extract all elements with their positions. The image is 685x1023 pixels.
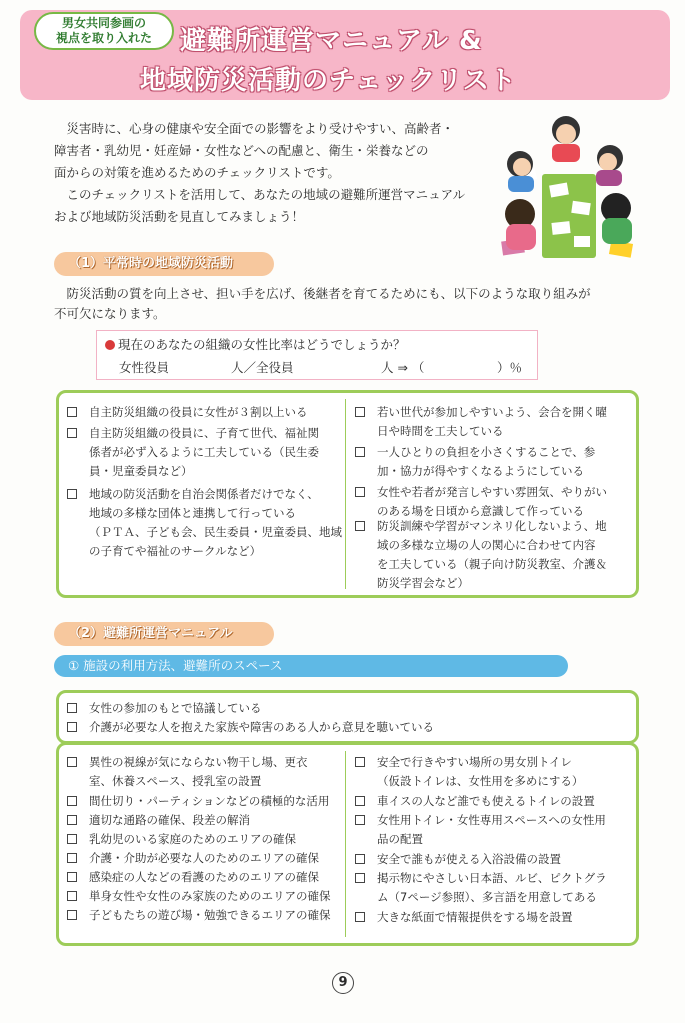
checklist-item[interactable] (355, 869, 607, 907)
checkbox[interactable] (355, 487, 365, 497)
item-text: 防災訓練や学習がマンネリ化しないよう、地 (377, 519, 607, 533)
ratio-question (105, 335, 406, 353)
section-heading-shelter-manual: （2）避難所運営マニュアル (54, 622, 274, 646)
checkbox[interactable] (355, 854, 365, 864)
checkbox[interactable] (67, 853, 77, 863)
title-banner (20, 10, 670, 100)
item-text: 異性の視線が気にならない物干し場、更衣 (89, 755, 308, 769)
item-text: 地域の防災活動を自治会関係者だけでなく、 (89, 487, 319, 501)
checkbox[interactable] (67, 703, 77, 713)
checkbox[interactable] (355, 521, 365, 531)
item-text: 車イスの人など誰でも使えるトイレの設置 (377, 794, 595, 808)
checkbox[interactable] (67, 872, 77, 882)
checkbox[interactable] (67, 407, 77, 417)
checklist-item[interactable] (67, 403, 308, 422)
checklist-item[interactable] (67, 792, 329, 811)
item-text: 安全で誰もが使える入浴設備の設置 (377, 852, 561, 866)
checkbox[interactable] (355, 815, 365, 825)
checklist-item[interactable] (67, 485, 342, 561)
item-text: 感染症の人などの看護のためのエリアの確保 (89, 870, 319, 884)
checkbox[interactable] (355, 912, 365, 922)
checklist-box-consultation (56, 690, 639, 744)
checklist-box-facilities (56, 742, 639, 946)
page-title-line-1: 避難所運営マニュアル & (180, 26, 483, 56)
item-text: 係者が必ず入るように工夫している（民生委 (89, 445, 319, 459)
ratio-unit-2: 人 ⇒ （ (381, 360, 425, 375)
item-text: 大きな紙面で情報提供をする場を設置 (377, 910, 573, 924)
ratio-unit-1: 人／全役員 (231, 360, 294, 375)
item-text: 間仕切り・パーティションなどの積極的な活用 (89, 794, 330, 808)
intro-line: このチェックリストを活用して、あなたの地域の避難所運営マニュアル (54, 187, 466, 202)
checklist-item[interactable] (67, 830, 296, 849)
ratio-end: ）％ (497, 360, 523, 375)
intro-line: 災害時に、心身の健康や安全面での影響をより受けやすい、高齢者・ (54, 121, 455, 136)
intro-line: 面からの対策を進めるためのチェックリストです。 (54, 165, 340, 180)
checklist-item[interactable] (67, 424, 319, 481)
item-text: ム（7ページ参照）、多言語を用意してある (377, 890, 597, 904)
column-divider (345, 399, 346, 589)
badge (34, 12, 174, 50)
item-text: 自主防災組織の役員に、子育て世代、福祉関 (89, 426, 319, 440)
checklist-item[interactable] (355, 443, 595, 481)
checklist-item[interactable] (355, 753, 583, 791)
subheading-facility-use: ① 施設の利用方法、避難所のスペース (54, 655, 568, 677)
checklist-item[interactable] (355, 850, 561, 869)
checklist-item[interactable] (355, 908, 573, 927)
ratio-question-text: 現在のあなたの組織の女性比率はどうでしょうか？ (118, 337, 406, 352)
item-text: 日や時間を工夫している (377, 424, 504, 438)
item-text: 若い世代が参加しやすいよう、会合を開く曜 (377, 405, 607, 419)
checklist-item[interactable] (67, 699, 262, 718)
checkbox[interactable] (67, 910, 77, 920)
checkbox[interactable] (67, 815, 77, 825)
checkbox[interactable] (67, 428, 77, 438)
item-text: 加・協力が得やすくなるようにしている (377, 464, 584, 478)
item-text: 女性や若者が発言しやすい雰囲気、やりがい (377, 485, 607, 499)
ratio-label: 女性役員 (119, 360, 170, 375)
checklist-item[interactable] (355, 811, 606, 849)
page-number: 9 (332, 972, 354, 994)
item-text: のある場を日頃から意識して作っている (377, 504, 584, 518)
checklist-item[interactable] (355, 792, 595, 811)
item-text: （仮設トイレは、女性用を多めにする） (377, 774, 584, 788)
item-text: の子育てや福祉のサークルなど） (89, 544, 262, 558)
checkbox[interactable] (355, 447, 365, 457)
item-text: 女性の参加のもとで協議している (89, 701, 262, 715)
intro-line: 障害者・乳幼児・妊産婦・女性などへの配慮と、衛生・栄養などの (54, 143, 429, 158)
checklist-item[interactable] (355, 517, 607, 593)
checklist-item[interactable] (67, 811, 250, 830)
item-text: 防災学習会など） (377, 576, 469, 590)
checkbox[interactable] (67, 489, 77, 499)
paragraph-line: 防災活動の質を向上させ、担い手を広げ、後継者を育てるためにも、以下のような取り組みが (54, 286, 591, 301)
item-text: を工夫している（親子向け防災教室、介護＆ (377, 557, 607, 571)
red-dot-icon (105, 340, 115, 350)
checkbox[interactable] (67, 891, 77, 901)
item-text: 介護が必要な人を抱えた家族や障害のある人から意見を聴いている (89, 720, 434, 734)
item-text: 品の配置 (377, 832, 423, 846)
item-text: 掲示物にやさしい日本語、ルビ、ピクトグラ (377, 871, 607, 885)
item-text: 地域の多様な団体と連携して行っている (89, 506, 296, 520)
checklist-item[interactable] (67, 849, 319, 868)
item-text: 適切な通路の確保、段差の解消 (89, 813, 250, 827)
column-divider (345, 751, 346, 937)
checkbox[interactable] (67, 796, 77, 806)
badge-line-1: 男女共同参画の (61, 16, 146, 30)
page-title-line-2: 地域防災活動のチェックリスト (140, 66, 517, 96)
checklist-item[interactable] (67, 906, 331, 925)
people-meeting-illustration (500, 112, 640, 272)
item-text: 安全で行きやすい場所の男女別トイレ (377, 755, 572, 769)
checkbox[interactable] (355, 407, 365, 417)
item-text: （ＰＴＡ、子ども会、民生委員・児童委員、地域 (89, 525, 342, 539)
intro-text (54, 118, 494, 228)
paragraph-line: 不可欠になります。 (54, 306, 166, 321)
checklist-item[interactable] (355, 403, 607, 441)
checkbox[interactable] (67, 757, 77, 767)
section1-paragraph (54, 284, 644, 324)
badge-line-2: 視点を取り入れた (55, 31, 152, 45)
checkbox[interactable] (355, 757, 365, 767)
checklist-item[interactable] (67, 753, 308, 791)
item-text: 単身女性や女性のみ家族のためのエリアの確保 (89, 889, 331, 903)
checklist-item[interactable] (355, 483, 607, 521)
section-heading-disaster-prevention: （1）平常時の地域防災活動 (54, 252, 274, 276)
checklist-item[interactable] (67, 718, 434, 737)
female-ratio-box (96, 330, 538, 380)
item-text: 域の多様な立場の人の関心に合わせて内容 (377, 538, 596, 552)
checkbox[interactable] (67, 722, 77, 732)
item-text: 一人ひとりの負担を小さくすることで、参 (377, 445, 596, 459)
item-text: 員・児童委員など） (89, 464, 193, 478)
item-text: 子どもたちの遊び場・勉強できるエリアの確保 (89, 908, 331, 922)
checklist-item[interactable] (67, 868, 319, 887)
checklist-box-section1 (56, 390, 639, 598)
item-text: 室、休養スペース、授乳室の設置 (89, 774, 262, 788)
checkbox[interactable] (355, 873, 365, 883)
item-text: 介護・介助が必要な人のためのエリアの確保 (89, 851, 319, 865)
item-text: 乳幼児のいる家庭のためのエリアの確保 (89, 832, 296, 846)
item-text: 自主防災組織の役員に女性が３割以上いる (89, 405, 308, 419)
item-text: 女性用トイレ・女性専用スペースへの女性用 (377, 813, 606, 827)
checkbox[interactable] (67, 834, 77, 844)
checkbox[interactable] (355, 796, 365, 806)
intro-line: および地域防災活動を見直してみましょう！ (54, 209, 305, 224)
checklist-item[interactable] (67, 887, 331, 906)
